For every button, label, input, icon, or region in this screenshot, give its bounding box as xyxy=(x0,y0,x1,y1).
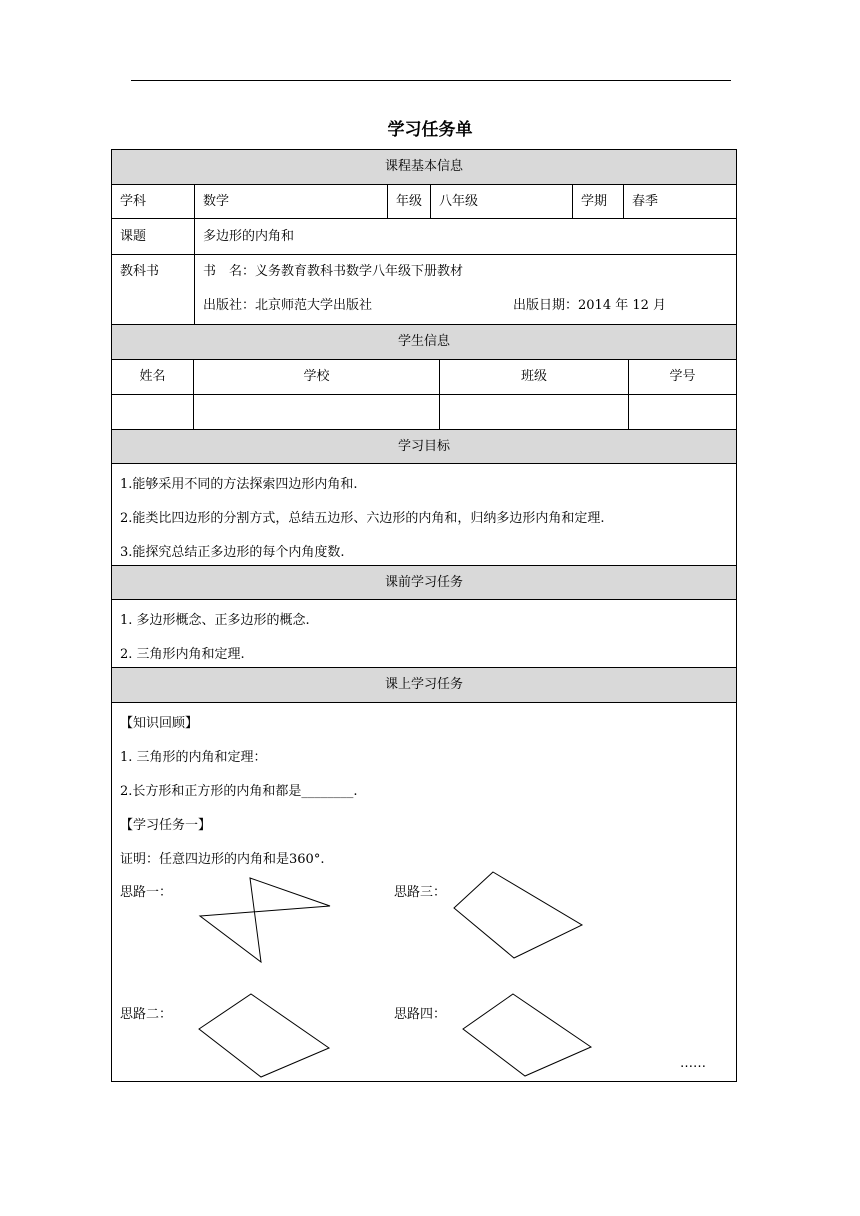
pre-class-heading: 课前学习任务 xyxy=(112,566,736,600)
col-name: 姓名 xyxy=(112,360,194,394)
textbook-label: 教科书 xyxy=(112,255,195,324)
quadrilateral-figures xyxy=(112,150,736,1081)
quadrilateral-figure-idea-two xyxy=(199,994,329,1077)
idea-two-label: 思路二： xyxy=(120,1007,173,1022)
course-info-heading: 课程基本信息 xyxy=(112,150,736,185)
topic-value: 多边形的内角和 xyxy=(203,229,295,244)
topic-label: 课题 xyxy=(112,219,195,254)
objective-item: 3.能探究总结正多边形的每个内角度数. xyxy=(120,545,345,560)
term-value: 春季 xyxy=(632,194,659,209)
objective-item: 2.能类比四边形的分割方式，总结五边形、六边形的内角和，归纳多边形内角和定理. xyxy=(120,511,605,526)
ellipsis: …… xyxy=(680,1056,706,1071)
in-class-heading: 课上学习任务 xyxy=(112,668,736,703)
review-item: 1. 三角形的内角和定理： xyxy=(120,750,267,765)
task1-heading: 【学习任务一】 xyxy=(120,818,212,833)
task-sheet-table xyxy=(111,149,737,1082)
book-name: 书 名：义务教育教科书数学八年级下册教材 xyxy=(203,264,464,279)
col-student-id: 学号 xyxy=(669,369,696,384)
proof-statement: 证明：任意四边形的内角和是360°. xyxy=(120,852,325,867)
idea-four-label: 思路四： xyxy=(394,1007,447,1022)
col-class: 班级 xyxy=(440,360,629,394)
review-item-fill-blank: 2.长方形和正方形的内角和都是________. xyxy=(120,784,358,799)
col-school: 学校 xyxy=(194,360,440,394)
quadrilateral-figure-idea-one xyxy=(200,878,330,962)
header-rule xyxy=(131,80,731,81)
page-title: 学习任务单 xyxy=(387,120,473,140)
pre-class-item: 2. 三角形内角和定理. xyxy=(120,647,245,662)
grade-value: 八年级 xyxy=(431,185,573,218)
publisher: 出版社：北京师范大学出版社 xyxy=(203,298,373,313)
publish-date: 出版日期：2014 年 12 月 xyxy=(513,298,667,313)
idea-three-label: 思路三： xyxy=(394,885,447,900)
student-info-heading: 学生信息 xyxy=(112,325,736,360)
quadrilateral-figure-idea-four xyxy=(463,994,591,1076)
grade-label: 年级 xyxy=(388,185,431,218)
objective-item: 1.能够采用不同的方法探索四边形内角和. xyxy=(120,477,358,492)
subject-label: 学科 xyxy=(112,185,195,218)
pre-class-item: 1. 多边形概念、正多边形的概念. xyxy=(120,613,310,628)
subject-value: 数学 xyxy=(195,185,388,218)
objectives-heading: 学习目标 xyxy=(112,430,736,464)
quadrilateral-figure-idea-three xyxy=(454,872,582,958)
idea-one-label: 思路一： xyxy=(120,885,173,900)
term-label: 学期 xyxy=(573,185,624,218)
review-heading: 【知识回顾】 xyxy=(120,716,199,731)
